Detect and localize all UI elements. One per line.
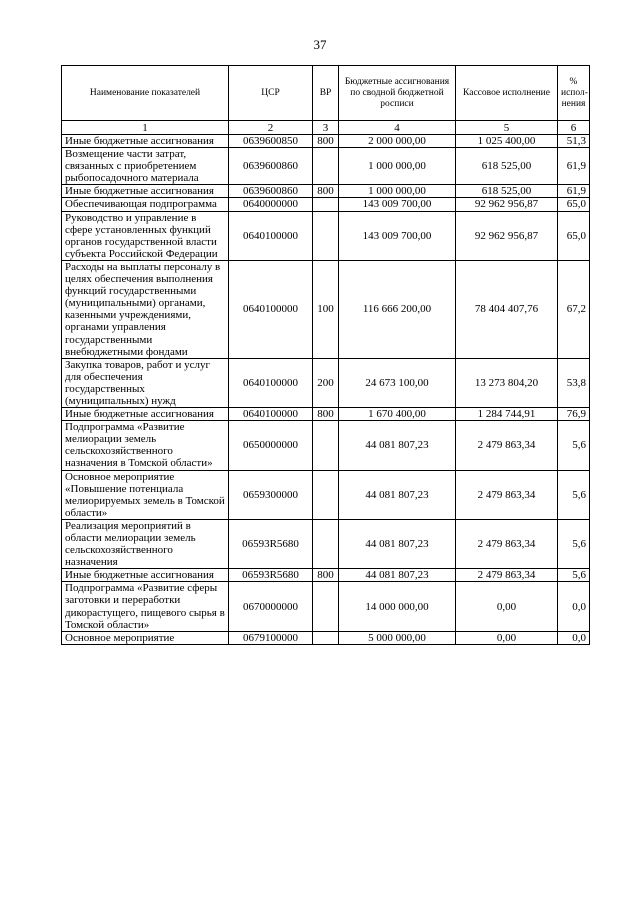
header-execution-percent: % испол-нения	[558, 66, 590, 121]
row-cash: 1 025 400,00	[456, 135, 558, 148]
row-name: Иные бюджетные ассигнования	[62, 185, 229, 198]
row-csr: 0640100000	[229, 211, 313, 260]
row-percent: 76,9	[558, 408, 590, 421]
table-row	[62, 421, 590, 470]
row-budget: 116 666 200,00	[339, 260, 456, 358]
row-name: Иные бюджетные ассигнования	[62, 135, 229, 148]
row-budget: 1 000 000,00	[339, 148, 456, 185]
row-budget: 44 081 807,23	[339, 519, 456, 568]
column-number: 6	[558, 121, 590, 135]
column-number: 1	[62, 121, 229, 135]
row-percent: 65,0	[558, 211, 590, 260]
row-name: Расходы на выплаты персоналу в целях обеспечения выполнения функций государственными (муниципальными) органами, казенными учреждениями, органами управления государственными внебюджетными фондами	[62, 260, 229, 358]
row-cash: 0,00	[456, 631, 558, 644]
row-budget: 143 009 700,00	[339, 211, 456, 260]
column-number: 3	[313, 121, 339, 135]
table-header-row	[62, 66, 590, 121]
row-csr: 0670000000	[229, 582, 313, 631]
row-percent: 0,0	[558, 582, 590, 631]
table-row	[62, 631, 590, 644]
table-row	[62, 519, 590, 568]
row-percent: 5,6	[558, 470, 590, 519]
row-csr: 0640000000	[229, 198, 313, 211]
row-csr: 0640100000	[229, 260, 313, 358]
row-cash: 618 525,00	[456, 148, 558, 185]
column-number-row	[62, 121, 590, 135]
row-percent: 0,0	[558, 631, 590, 644]
row-csr: 0659300000	[229, 470, 313, 519]
row-csr: 06593R5680	[229, 519, 313, 568]
row-csr: 0679100000	[229, 631, 313, 644]
row-percent: 5,6	[558, 519, 590, 568]
table-row	[62, 569, 590, 582]
row-vr	[313, 519, 339, 568]
row-cash: 2 479 863,34	[456, 470, 558, 519]
table-row	[62, 582, 590, 631]
row-name: Подпрограмма «Развитие сферы заготовки и переработки дикорастущего, пищевого сырья в Томской области»	[62, 582, 229, 631]
row-budget: 1 670 400,00	[339, 408, 456, 421]
row-name: Основное мероприятие	[62, 631, 229, 644]
row-vr	[313, 582, 339, 631]
row-percent: 5,6	[558, 421, 590, 470]
row-percent: 53,8	[558, 358, 590, 407]
table-row	[62, 185, 590, 198]
row-budget: 44 081 807,23	[339, 470, 456, 519]
row-percent: 65,0	[558, 198, 590, 211]
row-percent: 5,6	[558, 569, 590, 582]
row-name: Возмещение части затрат, связанных с приобретением рыбопосадочного материала	[62, 148, 229, 185]
row-vr	[313, 211, 339, 260]
header-csr: ЦСР	[229, 66, 313, 121]
row-name: Подпрограмма «Развитие мелиорации земель сельскохозяйственного назначения в Томской области»	[62, 421, 229, 470]
column-number: 4	[339, 121, 456, 135]
row-csr: 0639600860	[229, 185, 313, 198]
row-vr	[313, 148, 339, 185]
row-budget: 44 081 807,23	[339, 569, 456, 582]
budget-execution-table	[61, 65, 590, 645]
row-budget: 1 000 000,00	[339, 185, 456, 198]
table-row	[62, 148, 590, 185]
row-name: Иные бюджетные ассигнования	[62, 408, 229, 421]
header-vr: ВР	[313, 66, 339, 121]
row-name: Обеспечивающая подпрограмма	[62, 198, 229, 211]
row-csr: 06593R5680	[229, 569, 313, 582]
row-cash: 618 525,00	[456, 185, 558, 198]
row-budget: 44 081 807,23	[339, 421, 456, 470]
row-budget: 2 000 000,00	[339, 135, 456, 148]
header-budget-allocations: Бюджетные ассигнования по сводной бюджетной росписи	[339, 66, 456, 121]
row-vr: 800	[313, 135, 339, 148]
row-cash: 1 284 744,91	[456, 408, 558, 421]
row-name: Основное мероприятие «Повышение потенциала мелиорируемых земель в Томской области»	[62, 470, 229, 519]
row-name: Руководство и управление в сфере установленных функций органов государственной власти субъекта Российской Федерации	[62, 211, 229, 260]
row-vr	[313, 421, 339, 470]
row-vr: 200	[313, 358, 339, 407]
row-cash: 2 479 863,34	[456, 421, 558, 470]
row-vr: 800	[313, 408, 339, 421]
table-row	[62, 211, 590, 260]
table-row	[62, 408, 590, 421]
column-number: 5	[456, 121, 558, 135]
row-percent: 51,3	[558, 135, 590, 148]
table-row	[62, 470, 590, 519]
row-cash: 92 962 956,87	[456, 198, 558, 211]
row-percent: 67,2	[558, 260, 590, 358]
row-name: Закупка товаров, работ и услуг для обеспечения государственных (муниципальных) нужд	[62, 358, 229, 407]
row-budget: 24 673 100,00	[339, 358, 456, 407]
header-cash-execution: Кассовое исполнение	[456, 66, 558, 121]
table-row	[62, 358, 590, 407]
table-row	[62, 198, 590, 211]
row-csr: 0639600860	[229, 148, 313, 185]
row-vr	[313, 631, 339, 644]
table-row	[62, 135, 590, 148]
row-budget: 5 000 000,00	[339, 631, 456, 644]
row-cash: 2 479 863,34	[456, 569, 558, 582]
row-name: Иные бюджетные ассигнования	[62, 569, 229, 582]
row-budget: 143 009 700,00	[339, 198, 456, 211]
row-vr: 100	[313, 260, 339, 358]
row-vr: 800	[313, 185, 339, 198]
row-budget: 14 000 000,00	[339, 582, 456, 631]
row-percent: 61,9	[558, 148, 590, 185]
row-csr: 0640100000	[229, 358, 313, 407]
row-csr: 0640100000	[229, 408, 313, 421]
row-cash: 78 404 407,76	[456, 260, 558, 358]
row-csr: 0639600850	[229, 135, 313, 148]
row-vr	[313, 198, 339, 211]
row-percent: 61,9	[558, 185, 590, 198]
row-name: Реализация мероприятий в области мелиорации земель сельскохозяйственного назначения	[62, 519, 229, 568]
table-row	[62, 260, 590, 358]
row-csr: 0650000000	[229, 421, 313, 470]
row-cash: 0,00	[456, 582, 558, 631]
row-cash: 92 962 956,87	[456, 211, 558, 260]
page-number: 37	[313, 37, 327, 52]
row-cash: 2 479 863,34	[456, 519, 558, 568]
header-indicator-name: Наименование показателей	[62, 66, 229, 121]
row-vr	[313, 470, 339, 519]
row-vr: 800	[313, 569, 339, 582]
row-cash: 13 273 804,20	[456, 358, 558, 407]
column-number: 2	[229, 121, 313, 135]
